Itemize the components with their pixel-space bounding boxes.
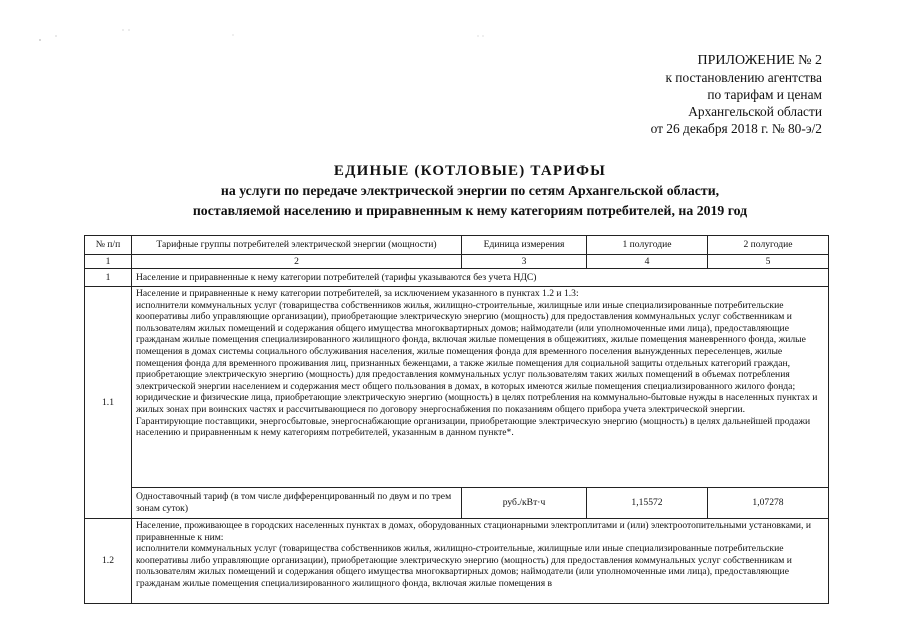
- tariff-value-half2: 1,07278: [708, 488, 829, 519]
- table-row-1-1-tariff: [85, 488, 829, 519]
- title-sub-2: поставляемой населению и приравненным к нему категориям потребителей, на 2019 год: [192, 203, 748, 218]
- tariff-unit: руб./кВт·ч: [462, 488, 587, 519]
- row-number: 1.2: [85, 519, 132, 604]
- appendix-date: от 26 декабря 2018 г. № 80-э/2: [650, 121, 822, 136]
- header-cell-half1: 1 полугодие: [587, 236, 708, 255]
- row-number: 1.1: [85, 287, 132, 519]
- header-cell-group: Тарифные группы потребителей электрической энергии (мощности): [132, 236, 462, 255]
- table-row-1-1: [85, 287, 829, 488]
- column-number: 5: [708, 255, 829, 269]
- column-number: 1: [85, 255, 132, 269]
- section-row-1: [85, 269, 829, 287]
- header-cell-number: № п/п: [85, 236, 132, 255]
- table-row-1-2: [85, 519, 829, 604]
- tariff-table: [84, 235, 829, 604]
- scan-noise: [0, 0, 905, 60]
- column-number: 2: [132, 255, 462, 269]
- tariff-label: Одноставочный тариф (в том числе дифференцированный по двум и по трем зонам суток): [132, 488, 462, 519]
- appendix-line: к постановлению агентства: [665, 70, 822, 85]
- appendix-line: по тарифам и ценам: [707, 87, 822, 102]
- title-main: ЕДИНЫЕ (КОТЛОВЫЕ) ТАРИФЫ: [333, 163, 607, 179]
- description-paragraph: Гарантирующие поставщики, энергосбытовые, энергоснабжающие организации, приобретающие электрическую энергию (мощность) в целях дальнейшей продажи населению и приравненным к нему категориям потребителей, указанным в данном пункте*.: [136, 415, 811, 439]
- row-description: [132, 287, 829, 488]
- tariff-value-half1: 1,15572: [587, 488, 708, 519]
- appendix-line: Архангельской области: [688, 104, 822, 119]
- header-cell-unit: Единица измерения: [462, 236, 587, 255]
- description-paragraph: исполнители коммунальных услуг (товарищества собственников жилья, жилищно-строительные, жилищные или иные специализированные потребительские кооперативы либо управляющие организации), приобретающие электрическую энергию (мощность) для предоставления коммунальных услуг собственникам и пользователям жилых помещений и содержания общего имущества многоквартирных домов; наймодатели (или уполномоченные ими лица), предоставляющие гражданам жилые помещения специализированного жилищного фонда, включая жилые помещения в общежитиях, жилые помещения маневренного фонда, жилые помещения в домах системы социального обслуживания населения, жилые помещения фонда для временного поселения вынужденных переселенцев, жилые помещения фонда для временного проживания лиц, признанных беженцами, а также жилые помещения для социальной защиты отдельных категорий граждан, приобретающие электрическую энергию (мощность) для предоставления коммунальных услуг пользователям таких жилых помещений в объемах потребления электрической энергии населением и содержания мест общего пользования в домах, в которых имеются жилые помещения специализированного жилого фонда; юридические и физические лица, приобретающие электрическую энергию (мощность) в целях потребления на коммунально-бытовые нужды в населенных пунктах и жилых зонах при воинских частях и рассчитывающиеся по договору энергоснабжения по показаниям общего прибора учета электрической энергии.: [136, 299, 818, 415]
- appendix-header: [562, 52, 822, 137]
- column-numbering-row: [85, 255, 829, 269]
- column-number: 3: [462, 255, 587, 269]
- table-header-row: [85, 236, 829, 255]
- section-number: 1: [85, 269, 132, 287]
- description-paragraph: Население, проживающее в городских населенных пунктах в домах, оборудованных стационарными электроплитами и (или) электроотопительными установками, и приравненные к ним:: [136, 520, 811, 543]
- header-cell-half2: 2 полугодие: [708, 236, 829, 255]
- description-paragraph: Население и приравненные к нему категории потребителей, за исключением указанного в пунктах 1.2 и 1.3:: [136, 288, 579, 299]
- section-title: Население и приравненные к нему категории потребителей (тарифы указываются без учета НДС): [132, 269, 829, 287]
- column-number: 4: [587, 255, 708, 269]
- description-paragraph: исполнители коммунальных услуг (товарищества собственников жилья, жилищно-строительные, жилищные или иные специализированные потребительские кооперативы либо управляющие организации), приобретающие электрическую энергию (мощность) для предоставления коммунальных услуг собственникам и пользователям жилых помещений и содержания общего имущества многоквартирных домов; наймодатели (или уполномоченные ими лица), предоставляющие гражданам жилые помещения специализированного жилищного фонда, включая жилые помещения в: [136, 543, 792, 589]
- appendix-number: ПРИЛОЖЕНИЕ № 2: [697, 53, 822, 68]
- row-description: [132, 519, 829, 604]
- title-sub-1: на услуги по передаче электрической энергии по сетям Архангельской области,: [220, 183, 720, 198]
- document-title: [60, 161, 880, 221]
